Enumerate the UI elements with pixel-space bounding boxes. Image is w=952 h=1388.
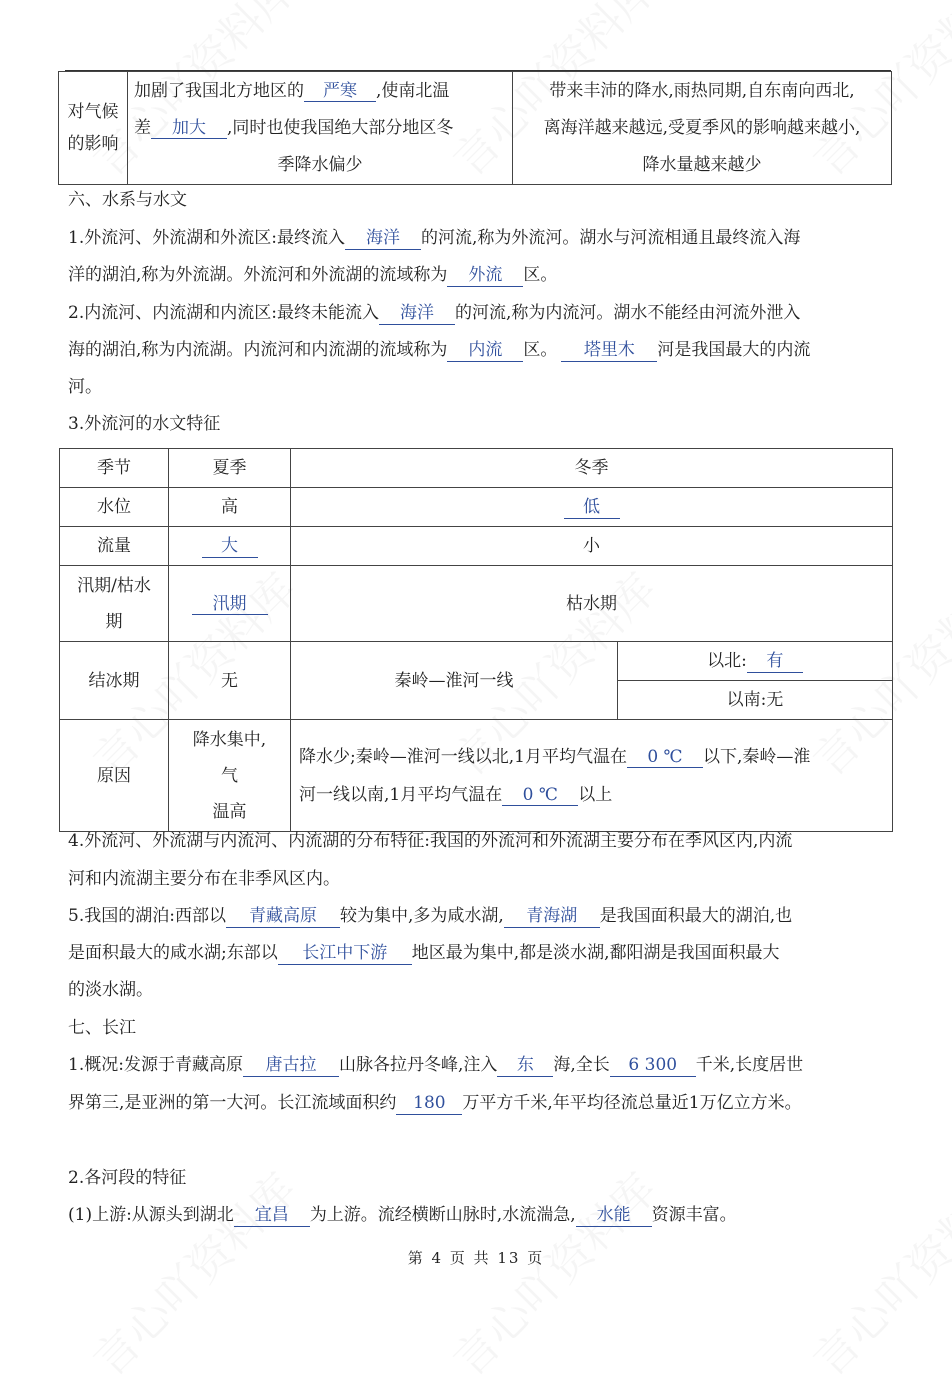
text: 海的湖泊,称为内流湖。内流河和内流湖的流域称为 [68,340,448,360]
cell: 以南:无 [618,681,893,720]
paragraph-line [68,301,888,325]
text: 千米,长度居世 [695,1055,804,1075]
text-line [299,776,892,814]
row-label: 水位 [60,488,169,527]
text: 较为集中,多为咸水湖, [339,906,504,926]
text: 区。 [523,265,558,285]
text: 以上 [578,784,613,805]
summer-monsoon-impact [513,72,892,185]
paragraph-line: 4.外流河、外流湖与内流河、内流湖的分布特征:我国的外流河和外流湖主要分布在季风区内,内流 [68,831,793,851]
table-row [60,527,893,566]
fill-blank: 青海湖 [504,907,600,928]
paragraph-line: 河和内流湖主要分布在非季风区内。 [68,869,340,889]
text-line: 温高 [212,801,247,822]
cell [169,566,291,642]
fill-blank: 低 [564,498,620,519]
text: 以下,秦岭—淮 [702,746,811,767]
fill-blank: 水能 [576,1206,652,1227]
row-label: 原因 [60,720,169,832]
cell [169,720,291,832]
text: 差 [134,117,151,138]
text: 5.我国的湖泊:西部以 [68,906,226,926]
text: 山脉各拉丹冬峰,注入 [338,1055,498,1075]
watermark [76,1156,308,1388]
paragraph-line [68,1053,888,1077]
text: 区。 [523,340,558,360]
text: 万平方千米,年平均径流总量近1万亿立方米。 [462,1093,802,1113]
text-line [134,73,506,110]
section-heading: 七、长江 [68,1018,136,1038]
text-line: 降水集中, [192,729,267,750]
header-cell: 冬季 [291,449,893,488]
subsection-heading: 3.外流河的水文特征 [68,414,221,434]
label-line: 对气候 [67,102,119,122]
fill-blank: 汛期 [192,595,268,616]
text-line: 带来丰沛的降水,雨热同期,自东南向西北, [549,80,855,101]
cell [291,488,893,527]
cell: 高 [169,488,291,527]
label-line: 汛期/枯水 [77,575,151,596]
cell: 无 [169,642,291,720]
fill-blank: 加大 [151,119,227,140]
fill-blank: 内流 [447,341,523,362]
text: 河一线以南,1月平均气温在 [299,784,503,805]
paragraph-line [68,1203,888,1227]
text: ,同时也使我国绝大部分地区冬 [227,117,454,138]
fill-blank: 塔里木 [561,341,657,362]
paragraph-line [68,338,888,362]
fill-blank: 海洋 [379,304,455,325]
table-row [60,720,893,832]
table-row [60,488,893,527]
fill-blank: 长江中下游 [278,944,412,965]
text: 以北: [707,651,747,671]
text: 的河流,称为内流河。湖水不能经由河流外泄入 [454,303,801,323]
text: (1)上游:从源头到湖北 [68,1205,234,1225]
text: 2.内流河、内流湖和内流区:最终未能流入 [68,303,379,323]
paragraph-line [68,904,888,928]
text: 河是我国最大的内流 [657,340,811,360]
cell [618,642,893,681]
text-line: 季降水偏少 [277,154,363,175]
text: 地区最为集中,都是淡水湖,鄱阳湖是我国面积最大 [411,943,780,963]
watermark [796,1156,952,1388]
fill-blank: 宜昌 [234,1206,310,1227]
fill-blank: 180 [396,1094,462,1115]
fill-blank: 青藏高原 [226,907,340,928]
label-line: 的影响 [67,134,119,154]
cell [169,527,291,566]
text-line: 气 [221,765,238,786]
header-cell: 季节 [60,449,169,488]
cell: 小 [291,527,893,566]
fill-blank: 0 ℃ [627,748,703,769]
cell [291,720,893,832]
paragraph-line [68,263,888,287]
subsection-heading: 2.各河段的特征 [68,1168,187,1188]
text: 1.外流河、外流湖和外流区:最终流入 [68,228,345,248]
text-line [299,738,892,776]
fill-blank: 严寒 [304,82,376,103]
paragraph-line: 河。 [68,377,102,397]
text-line [134,110,506,147]
paragraph-line: 的淡水湖。 [68,980,153,1000]
page-footer: 第 4 页 共 13 页 [407,1249,545,1267]
climate-impact-label [59,72,128,185]
label-line: 期 [105,611,123,632]
cell: 枯水期 [291,566,893,642]
text: ,使南北温 [376,80,450,101]
row-label: 流量 [60,527,169,566]
fill-blank: 0 ℃ [502,786,578,807]
text-line: 离海洋越来越远,受夏季风的影响越来越小, [543,117,861,138]
text-line: 降水量越来越少 [642,154,762,175]
table-row [60,642,893,681]
text: 海,全长 [553,1055,610,1075]
text: 为上游。流经横断山脉时,水流湍急, [309,1205,576,1225]
hydrology-table [59,448,893,832]
winter-monsoon-impact [128,72,513,185]
paragraph-line [68,941,888,965]
fill-blank: 6 300 [610,1056,696,1077]
text: 是我国面积最大的湖泊,也 [599,906,793,926]
text: 加剧了我国北方地区的 [134,80,304,101]
header-cell: 夏季 [169,449,291,488]
text: 的河流,称为外流河。湖水与河流相通且最终流入海 [420,228,801,248]
fill-blank: 有 [747,652,803,673]
fill-blank: 东 [497,1056,553,1077]
row-label: 结冰期 [60,642,169,720]
section-heading: 六、水系与水文 [68,190,187,210]
row-label [60,566,169,642]
cell: 秦岭—淮河一线 [291,642,618,720]
table-row [60,566,893,642]
text: 资源丰富。 [651,1205,737,1225]
paragraph-line [68,226,888,250]
climate-impact-table [58,71,892,185]
text: 1.概况:发源于青藏高原 [68,1055,243,1075]
text: 是面积最大的咸水湖;东部以 [68,943,278,963]
fill-blank: 外流 [447,266,523,287]
fill-blank: 唐古拉 [243,1056,339,1077]
watermark [436,1156,668,1388]
fill-blank: 大 [202,537,258,558]
text: 洋的湖泊,称为外流湖。外流河和外流湖的流域称为 [68,265,448,285]
text: 降水少;秦岭—淮河一线以北,1月平均气温在 [299,746,627,767]
text: 界第三,是亚洲的第一大河。长江流域面积约 [68,1093,397,1113]
table-row [60,449,893,488]
fill-blank: 海洋 [345,229,421,250]
paragraph-line [68,1091,888,1115]
